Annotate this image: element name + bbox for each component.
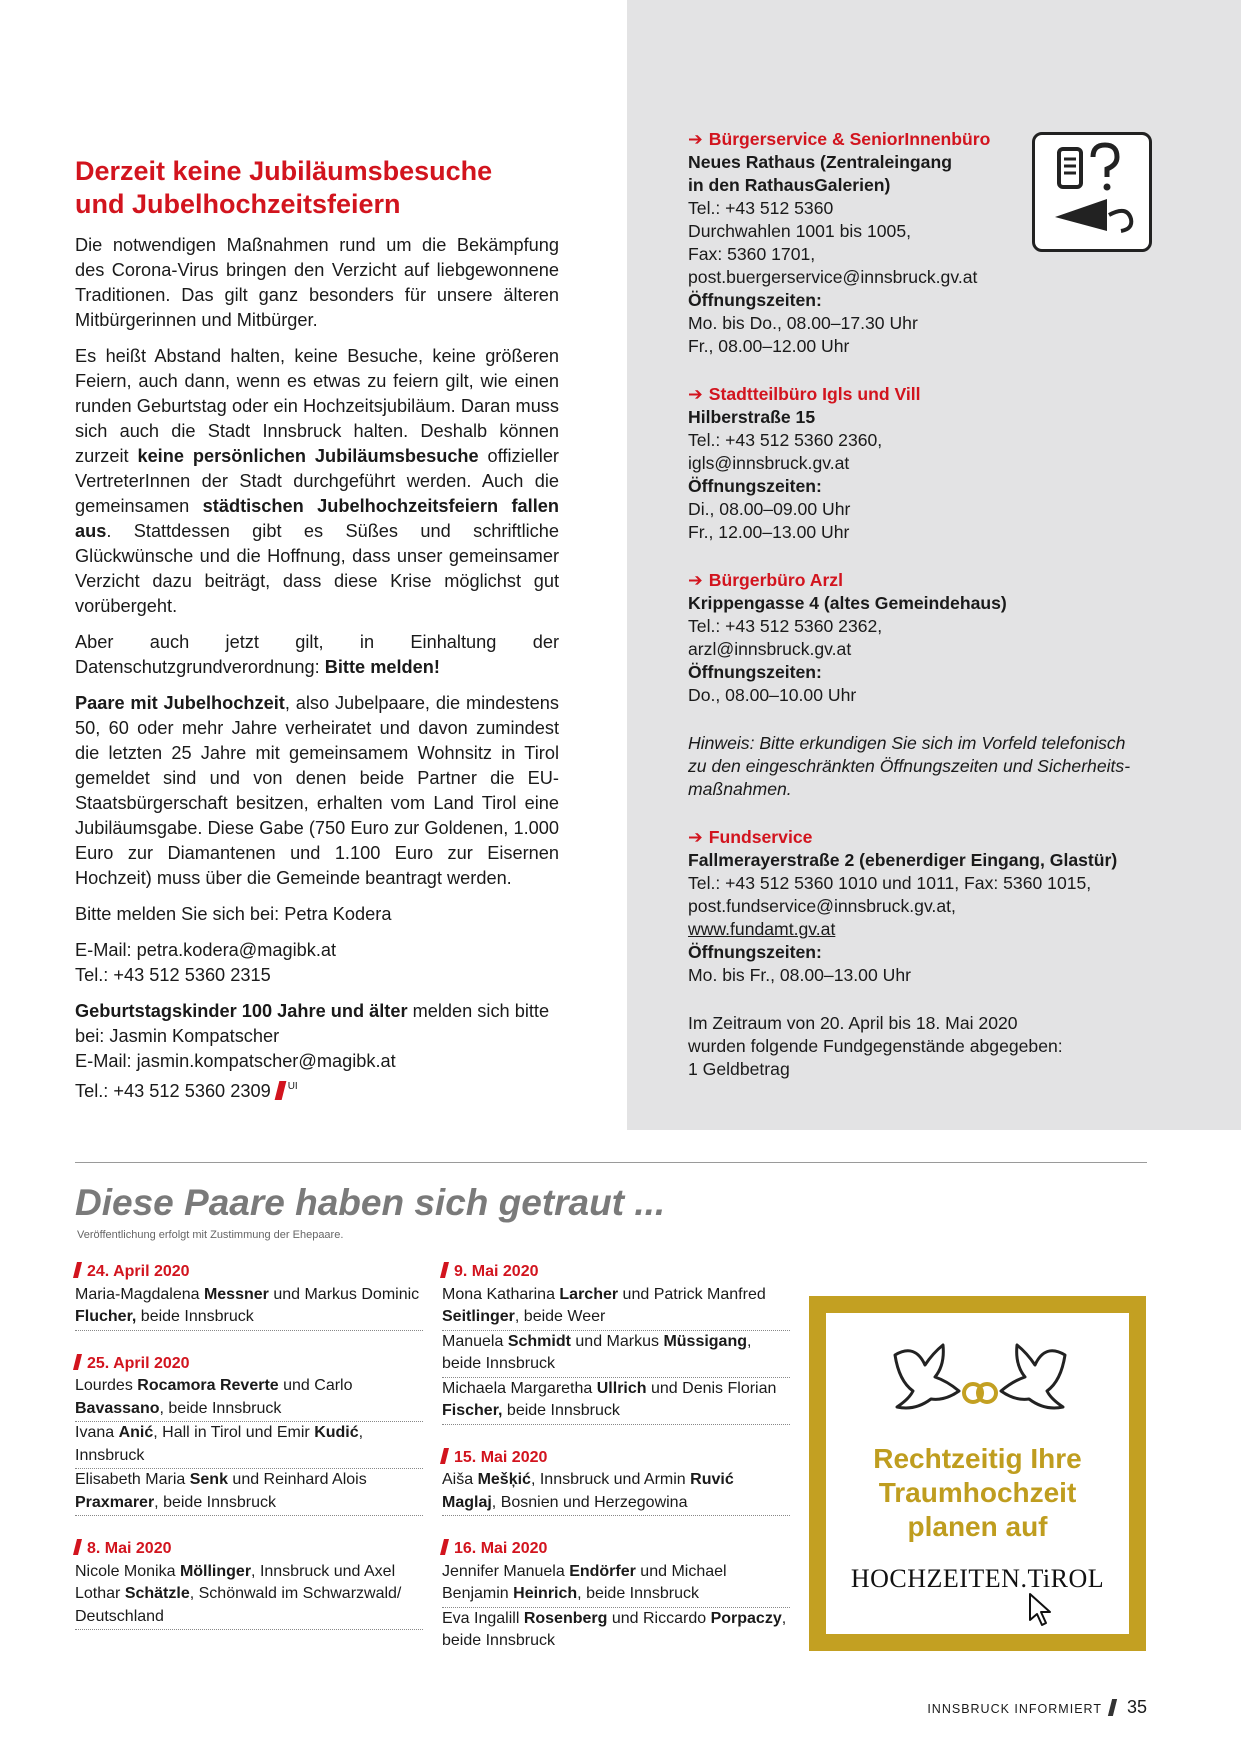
info-content (688, 128, 1158, 1106)
info-block-arzl: ➔ Bürgerbüro Arzl Krippengasse 4 (altes Gemeindehaus) Tel.: +43 512 5360 2362, arzl@innsbruck.gv.at Öffnungszeiten: Do., 08.00–10.00 Uhr (688, 569, 1158, 707)
list-item: Jennifer Manuela Endörfer und Michael Benjamin Heinrich, beide Innsbruck (442, 1561, 790, 1608)
link-fundamt[interactable]: www.fundamt.gv.at (688, 919, 836, 939)
date-group (75, 1353, 423, 1517)
married-column-2 (442, 1261, 790, 1675)
contact-jasmin: Geburtstagskinder 100 Jahre und älter melden sich bitte bei: Jasmin Kompatscher E-Mail: jasmin.kompatscher@magibk.at Tel.: +43 512 5360 2309 $^{UI}$ (75, 1001, 550, 1101)
list-item: Mona Katharina Larcher und Patrick Manfred Seitlinger, beide Weer (442, 1284, 790, 1331)
page-footer (920, 1697, 1147, 1718)
list-item: Nicole Monika Möllinger, Innsbruck und Axel Lothar Schätzle, Schönwald im Schwarzwald/ Deutschland (75, 1561, 423, 1631)
author-tag: UI (287, 1081, 298, 1092)
list-item: Manuela Schmidt und Markus Müssigang, beide Innsbruck (442, 1331, 790, 1378)
article (75, 155, 559, 1115)
list-item: Lourdes Rocamora Reverte und Carlo Bavassano, beide Innsbruck (75, 1375, 423, 1422)
author-slash-mark (274, 1081, 286, 1100)
arrow-right-icon: ➔ (688, 384, 703, 404)
doves-rings-icon (885, 1335, 1075, 1425)
cursor-arrow-icon (1027, 1592, 1055, 1628)
lost-items-note: Im Zeitraum von 20. April bis 18. Mai 2020 wurden folgende Fundgegenstände abgegeben: 1 Geldbetrag (688, 1013, 1063, 1079)
contact-petra-details (75, 938, 559, 988)
slash-mark (73, 1262, 82, 1278)
article-paragraph-4: Paare mit Jubelhochzeit, also Jubelpaare, die mindestens 50, 60 oder mehr Jahre verheiratet und davon zumindest die letzten 25 Jahre mit gemeinsamem Wohnsitz in Tirol gemeldet sind und von denen beide Partner die EU-Staatsbürgerschaft besitzen, erhalten vom Land Tirol eine Jubiläumsgabe. Diese Gabe (750 Euro zur Goldenen, 1.000 Euro zur Diamantenen und 1.100 Euro zur Eisernen Hochzeit) muss über die Gemeinde beantragt werden. (75, 693, 559, 888)
article-paragraph-2: Es heißt Abstand halten, keine Besuche, keine größeren Feiern, auch dann, wenn es etwas zu feiern gilt, wie einen runden Geburtstag oder ein Hochzeitsjubiläum. Daran muss sich auch die Stadt Innsbruck halten. Deshalb können zurzeit keine persönlichen Jubiläumsbesuche offizieller VertreterInnen der Stadt durchgeführt werden. Auch die gemeinsamen städtischen Jubelhochzeitsfeiern fallen aus. Stattdessen gibt es Süßes und schriftliche Glückwünsche und die Hoffnung, dass unser gemeinsamer Verzicht dazu beiträgt, dass diese Krise möglichst gut vorübergeht. (75, 346, 559, 616)
phone-jasmin: Tel.: +43 512 5360 2309 (75, 1081, 271, 1101)
arrow-right-icon: ➔ (688, 827, 703, 847)
date-group (442, 1447, 790, 1517)
section-divider (75, 1162, 1147, 1163)
email-jasmin[interactable]: E-Mail: jasmin.kompatscher@magibk.at (75, 1051, 396, 1071)
date-group (442, 1261, 790, 1425)
slash-mark (1108, 1699, 1117, 1716)
date-heading: 24. April 2020 (75, 1261, 423, 1284)
info-hint: Hinweis: Bitte erkundigen Sie sich im Vorfeld telefonisch zu den eingeschränkten Öffnungszeiten und Sicherheits- maßnahmen. (688, 733, 1131, 799)
email-fundservice[interactable]: post.fundservice@innsbruck.gv.at, (688, 896, 956, 916)
date-group (442, 1538, 790, 1653)
publication-name: INNSBRUCK INFORMIERT (927, 1702, 1102, 1716)
list-item: Ivana Anić, Hall in Tirol und Emir Kudić, Innsbruck (75, 1422, 423, 1469)
page-number: 35 (1126, 1697, 1147, 1717)
arrow-right-icon: ➔ (688, 570, 703, 590)
article-paragraph-3: Aber auch jetzt gilt, in Einhaltung der Datenschutzgrundverordnung: Bitte melden! (75, 632, 559, 677)
list-item: Michaela Margaretha Ullrich und Denis Florian Fischer, beide Innsbruck (442, 1378, 790, 1425)
date-heading: 8. Mai 2020 (75, 1538, 423, 1561)
married-column-1 (75, 1261, 423, 1652)
slash-mark (73, 1539, 82, 1555)
ad-headline[interactable]: Rechtzeitig Ihre Traumhochzeit planen auf (873, 1443, 1082, 1542)
date-heading: 25. April 2020 (75, 1353, 423, 1376)
list-item: Aiša Mešķić, Innsbruck und Armin Ruvić Maglaj, Bosnien und Herzegowina (442, 1469, 790, 1516)
arrow-right-icon: ➔ (688, 129, 703, 149)
contact-petra: Bitte melden Sie sich bei: Petra Kodera (75, 904, 392, 924)
married-section-title: Diese Paare haben sich getraut ... (75, 1182, 666, 1223)
date-group (75, 1538, 423, 1630)
info-block-igls: ➔ Stadtteilbüro Igls und Vill Hilberstraße 15 Tel.: +43 512 5360 2360, igls@innsbruck.gv.at Öffnungszeiten: Di., 08.00–09.00 Uhr Fr., 12.00–13.00 Uhr (688, 383, 1158, 544)
date-heading: 15. Mai 2020 (442, 1447, 790, 1470)
email-petra[interactable]: E-Mail: petra.kodera@magibk.at (75, 940, 337, 960)
date-group (75, 1261, 423, 1331)
slash-mark (440, 1262, 449, 1278)
phone-petra: Tel.: +43 512 5360 2315 (75, 965, 271, 985)
married-section-subtitle: Veröffentlichung erfolgt mit Zustimmung der Ehepaare. (77, 1229, 344, 1241)
ad-brand-logo[interactable]: HOCHZEITEN.TiROL (850, 1564, 1105, 1593)
list-item: Elisabeth Maria Senk und Reinhard Alois Praxmarer, beide Innsbruck (75, 1469, 423, 1516)
slash-mark (73, 1354, 82, 1370)
info-block-buergerservice: ➔ Bürgerservice & SeniorInnenbüro Neues Rathaus (Zentraleingang in den RathausGalerien) Tel.: +43 512 5360 Durchwahlen 1001 bis 1005, Fax: 5360 1701, post.buergerservice@innsbruck.gv.at Öffnungszeiten: Mo. bis Do., 08.00–17.30 Uhr Fr., 08.00–12.00 Uhr (688, 128, 1158, 358)
email-buergerservice[interactable]: post.buergerservice@innsbruck.gv.at (688, 267, 978, 287)
info-block-fundservice: ➔ Fundservice Fallmerayerstraße 2 (ebenerdiger Eingang, Glastür) Tel.: +43 512 5360 1010 und 1011, Fax: 5360 1015, post.fundservice@innsbruck.gv.at, www.fundamt.gv.at Öffnungszeiten: Mo. bis Fr., 08.00–13.00 Uhr (688, 826, 1158, 987)
date-heading: 9. Mai 2020 (442, 1261, 790, 1284)
date-heading: 16. Mai 2020 (442, 1538, 790, 1561)
slash-mark (440, 1539, 449, 1555)
slash-mark (440, 1448, 449, 1464)
article-paragraph-1: Die notwendigen Maßnahmen rund um die Bekämpfung des Corona-Virus bringen den Verzicht auf liebgewonnene Traditionen. Das gilt ganz besonders für unsere älteren Mitbürgerinnen und Mitbürger. (75, 235, 559, 330)
list-item: Maria-Magdalena Messner und Markus Dominic Flucher, beide Innsbruck (75, 1284, 423, 1331)
article-headline: Derzeit keine Jubiläumsbesuche und Jubelhochzeitsfeiern (75, 156, 493, 219)
email-arzl[interactable]: arzl@innsbruck.gv.at (688, 639, 852, 659)
email-igls[interactable]: igls@innsbruck.gv.at (688, 453, 850, 473)
list-item: Eva Ingalill Rosenberg und Riccardo Porpaczy, beide Innsbruck (442, 1609, 787, 1649)
